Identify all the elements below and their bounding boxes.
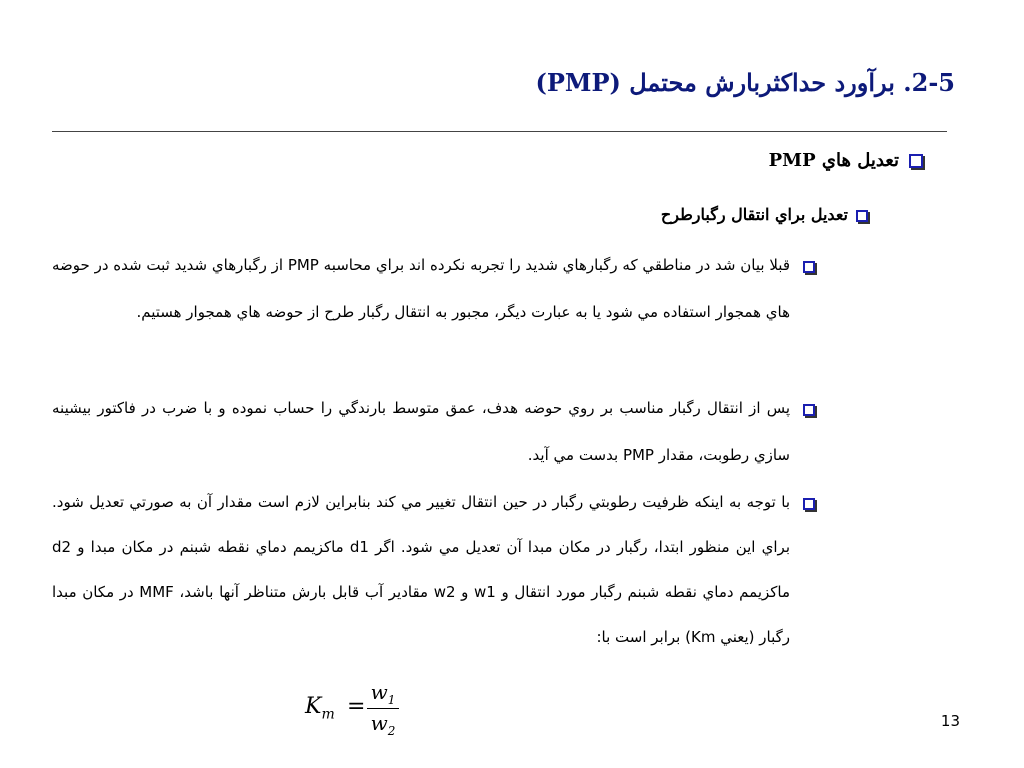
heading-2-text: تعديل براي انتقال رگبارطرح: [660, 205, 848, 224]
km-formula: [305, 680, 405, 740]
square-bullet-icon: [909, 154, 923, 168]
formula-denominator: $w_2$: [370, 711, 396, 738]
slide-title: 2-5. برآورد حداكثربارش محتمل (PMP): [535, 68, 955, 97]
paragraph-2: [52, 385, 790, 479]
paragraph-1-text: قبلا بيان شد در مناطقي كه رگبارهاي شديد را تجربه نكرده اند براي محاسبه PMP از رگبارهاي شديد ثبت شده در حوضه هاي همجوار استفاده مي شود يا به عبارت ديگر، مجبور به انتقال رگبار طرح از حوضه هاي همجوار هستيم.: [52, 256, 790, 321]
title-divider: [52, 131, 947, 132]
square-bullet-icon: [803, 498, 815, 510]
paragraph-3-text: با توجه به اينكه ظرفيت رطوبتي رگبار در حين انتقال تغيير مي كند بنابراين لازم است مقدار آن به صورتي تعديل شود. براي اين منظور ابتدا، رگبار در مكان مبدا آن تعديل مي شود. اگر d1 ماكزيمم دماي نقطه شبنم در مكان مبدا و d2 ماكزيمم دماي نقطه شبنم رگبار مورد انتقال و w1 و w2 مقادير آب قابل بارش متناظر آنها باشد، MMF در مكان مبدا رگبار (يعني Km) برابر است با:: [52, 493, 791, 646]
formula-fraction: [367, 680, 399, 738]
paragraph-3: [52, 480, 790, 660]
formula-numerator: $w_1$: [370, 680, 396, 707]
paragraph-2-text: پس از انتقال رگبار مناسب بر روي حوضه هدف، عمق متوسط بارندگي را حساب نموده و با ضرب در فاكتور بيشينه سازي رطوبت، مقدار PMP بدست مي آيد.: [52, 399, 790, 464]
square-bullet-icon: [803, 261, 815, 273]
fraction-bar: [367, 708, 399, 709]
heading-storm-transposition: [560, 205, 868, 224]
square-bullet-icon: [803, 404, 815, 416]
paragraph-1: [52, 242, 790, 336]
square-bullet-icon: [856, 210, 868, 222]
page-number: 13: [940, 712, 960, 730]
formula-lhs: $K_m$: [305, 694, 335, 723]
heading-1-text: تعديل هاي PMP: [768, 150, 899, 171]
heading-pmp-adjustments: [600, 150, 923, 171]
formula-equals: =: [347, 694, 366, 719]
